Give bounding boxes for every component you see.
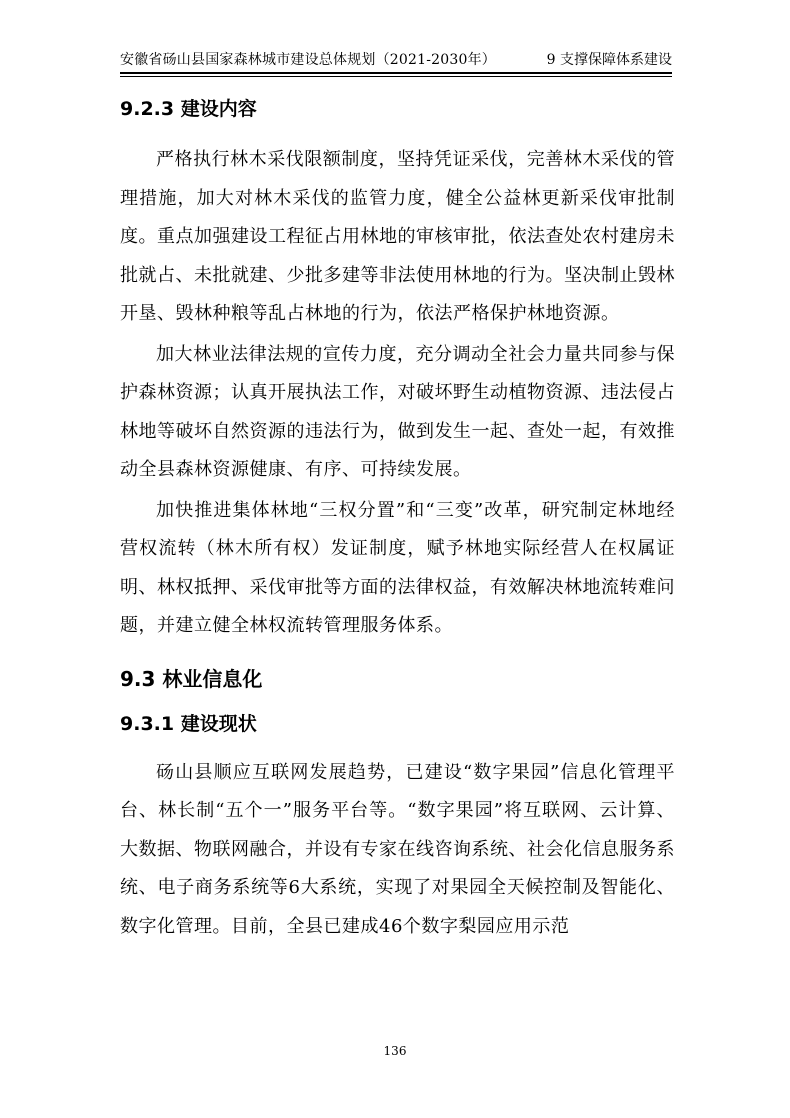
page-number: 136 xyxy=(383,1044,407,1058)
paragraph-9-2-3-2: 加大林业法律法规的宣传力度，充分调动全社会力量共同参与保护森林资源；认真开展执法工作，对破坏野生动植物资源、违法侵占林地等破坏自然资源的违法行为，做到发生一起、查处一起，有效推动全县森林资源健康、有序、可持续发展。 xyxy=(120,343,675,480)
page-header xyxy=(120,50,672,74)
section-heading-9-2-3: 9.2.3 建设内容 xyxy=(120,98,257,120)
paragraph-9-3-1-1: 砀山县顺应互联网发展趋势，已建设“数字果园”信息化管理平台、林长制“五个一”服务平台等。“数字果园”将互联网、云计算、大数据、物联网融合，并设有专家在线咨询系统、社会化信息服务系统、电子商务系统等6大系统，实现了对果园全天候控制及智能化、数字化管理。目前，全县已建成46个数字梨园应用示范 xyxy=(120,761,675,937)
section-heading-9-3: 9.3 林业信息化 xyxy=(120,666,263,691)
header-chapter-title: 9 支撑保障体系建设 xyxy=(546,52,672,68)
page-content xyxy=(120,95,675,946)
header-rule-thick xyxy=(120,72,672,74)
header-document-title: 安徽省砀山县国家森林城市建设总体规划（2021-2030年） xyxy=(120,52,496,68)
paragraph-9-2-3-3: 加快推进集体林地“三权分置”和“三变”改革，研究制定林地经营权流转（林木所有权）发证制度，赋予林地实际经营人在权属证明、林权抵押、采伐审批等方面的法律权益，有效解决林地流转难问题，并建立健全林权流转管理服务体系。 xyxy=(120,499,675,636)
paragraph-9-2-3-1: 严格执行林木采伐限额制度，坚持凭证采伐，完善林木采伐的管理措施，加大对林木采伐的监管力度，健全公益林更新采伐审批制度。重点加强建设工程征占用林地的审核审批，依法查处农村建房未批就占、未批就建、少批多建等非法使用林地的行为。坚决制止毁林开垦、毁林种粮等乱占林地的行为，依法严格保护林地资源。 xyxy=(120,149,675,324)
section-heading-9-3-1: 9.3.1 建设现状 xyxy=(120,712,257,735)
header-rule-thin xyxy=(120,76,672,77)
